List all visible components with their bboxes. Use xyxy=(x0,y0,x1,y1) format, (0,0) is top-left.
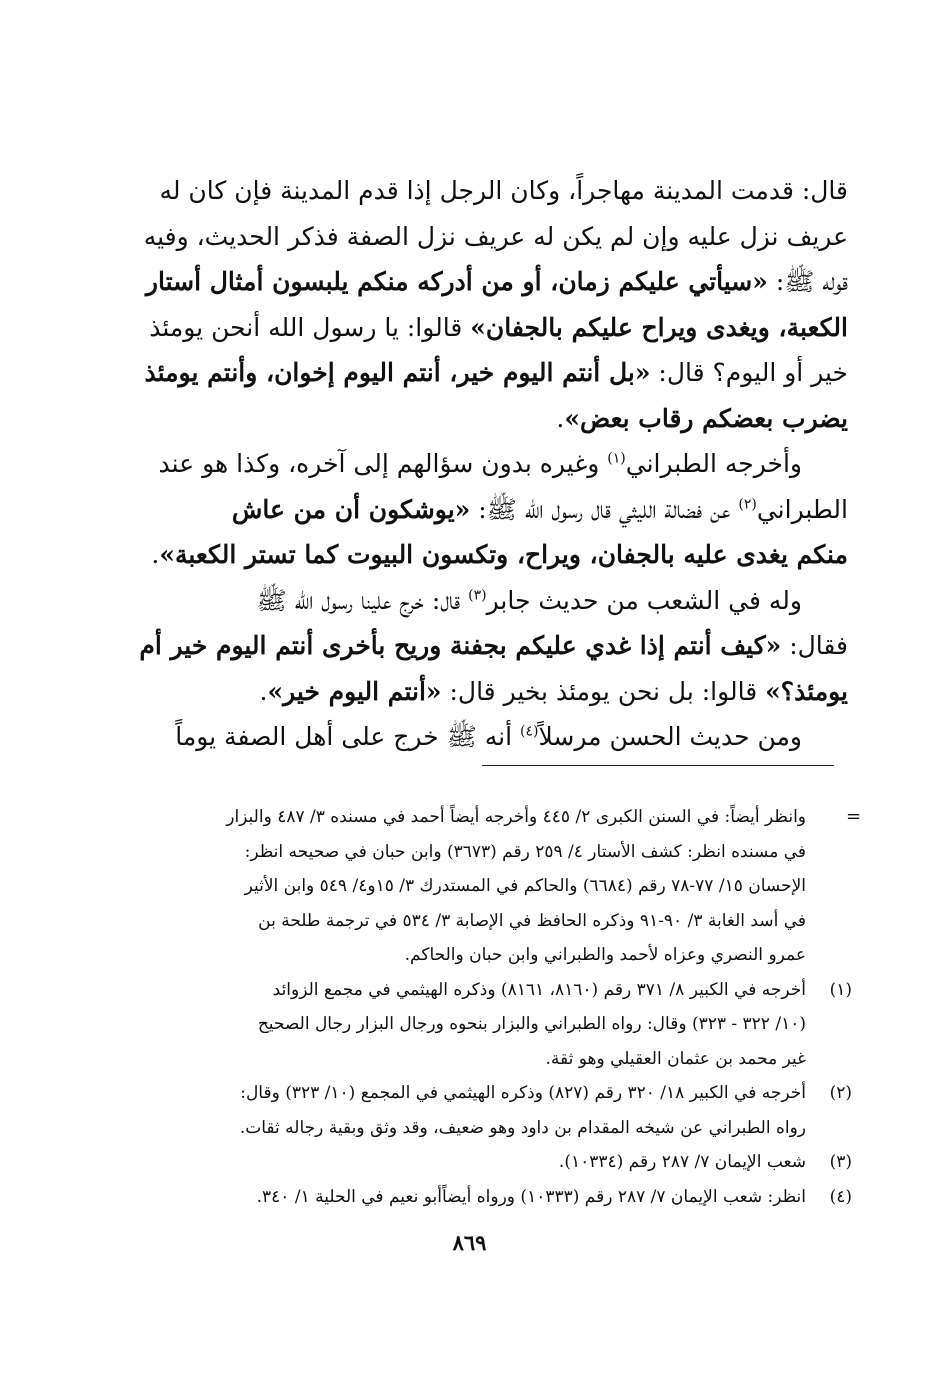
footnote-text: في مسنده انظر: كشف الأستار ٤/ ٢٥٩ رقم (٣٦٧٣) وابن حبان في صحيحه انظر: xyxy=(244,841,806,862)
text-segment: «أنتم اليوم خير» xyxy=(267,676,442,706)
text-segment: أنه ﷺ خرج على أهل الصفة يوماً xyxy=(175,722,521,751)
footnote-number: (٣) xyxy=(829,1152,852,1172)
text-segment: «كيف أنتم إذا غدي عليكم بجفنة وريح بأخرى أنتم اليوم خير أم xyxy=(139,631,782,660)
footnote-line xyxy=(104,800,852,835)
footnote-line xyxy=(104,1076,852,1111)
main-text xyxy=(104,168,848,760)
footnote-continuation-mark: = xyxy=(846,806,862,827)
text-segment: عن فضالة الليثي قال رسول الله ﷺ: xyxy=(470,494,739,524)
footnote-line xyxy=(104,973,852,1008)
body-line xyxy=(104,623,848,669)
footnote-line xyxy=(104,904,852,939)
text-segment: يومئذ؟» xyxy=(765,676,848,706)
text-segment: «بل أنتم اليوم خير، أنتم اليوم إخوان، وأنتم يومئذ xyxy=(144,358,651,387)
footnote-text: أخرجه في الكبير ٨/ ٣٧١ رقم (٨١٦٠، ٨١٦١) وذكره الهيثمي في مجمع الزوائد xyxy=(272,979,806,1000)
text-segment: يضرب بعضكم رقاب بعض» xyxy=(564,403,848,433)
text-segment: الكعبة، ويغدى ويراح عليكم بالجفان» xyxy=(470,312,848,342)
footnote-line xyxy=(104,869,852,904)
footnote-reference: (١) xyxy=(607,450,626,467)
text-segment: قال: خرج علينا رسول الله ﷺ xyxy=(256,585,469,615)
footnote-line xyxy=(104,1007,852,1042)
footnotes xyxy=(104,800,852,1214)
text-segment: . xyxy=(259,676,268,706)
footnote-line xyxy=(104,1180,852,1215)
text-segment: قالوا: يا رسول الله أنحن يومئذ xyxy=(149,312,471,342)
footnote-text: شعب الإيمان ٧/ ٢٨٧ رقم (١٠٣٣٤). xyxy=(558,1152,806,1172)
body-line xyxy=(104,305,848,351)
footnote-text: عمرو النصري وعزاه لأحمد والطبراني وابن حبان والحاكم. xyxy=(404,945,806,965)
footnote-line xyxy=(104,1145,852,1180)
text-segment: قالوا: بل نحن يومئذ بخير قال: xyxy=(441,676,766,706)
text-segment: قال: قدمت المدينة مهاجراً، وكان الرجل إذا قدم المدينة فإن كان له xyxy=(159,176,848,205)
body-line xyxy=(104,259,848,305)
text-segment: «سيأتي عليكم زمان، أو من أدركه منكم يلبسون أمثال أستار xyxy=(145,267,768,296)
text-segment: عريف نزل عليه وإن لم يكن له عريف نزل الصفة فذكر الحديث، وفيه xyxy=(143,221,848,251)
text-segment: منكم يغدى عليه بالجفان، ويراح، وتكسون البيوت كما تستر الكعبة» xyxy=(159,540,848,569)
footnote-line xyxy=(104,1111,852,1146)
footnote-line xyxy=(104,1042,852,1077)
text-segment: . xyxy=(556,403,565,433)
body-line xyxy=(104,669,848,715)
footnote-reference: (٣) xyxy=(468,587,487,604)
text-segment: الطبراني xyxy=(756,494,848,524)
footnote-text: (١٠/ ٣٢٢ - ٣٢٣) وقال: رواه الطبراني والبزار بنحوه ورجال البزار رجال الصحيح xyxy=(257,1014,806,1034)
body-line xyxy=(104,714,848,760)
footnote-reference: (٤) xyxy=(520,723,539,740)
text-segment: خير أو اليوم؟ قال: xyxy=(650,358,848,387)
page-number: ٨٦٩ xyxy=(452,1230,487,1255)
body-line xyxy=(104,578,848,624)
body-line xyxy=(104,396,848,442)
footnote-reference: (٢) xyxy=(738,496,757,513)
body-line xyxy=(104,487,848,533)
body-line xyxy=(104,441,848,487)
footnote-text: الإحسان ١٥/ ٧٧-٧٨ رقم (٦٦٨٤) والحاكم في المستدرك ٣/ ١٥و٤/ ٥٤٩ وابن الأثير xyxy=(244,876,806,896)
footnote-line xyxy=(104,938,852,973)
body-line xyxy=(104,350,848,396)
body-line xyxy=(104,214,848,260)
footnote-text: انظر: شعب الإيمان ٧/ ٢٨٧ رقم (١٠٣٣٣) ورواه أيضاًأبو نعيم في الحلية ١/ ٣٤٠. xyxy=(256,1186,806,1207)
text-segment: . xyxy=(151,540,160,569)
footnote-text: في أسد الغابة ٣/ ٩٠-٩١ وذكره الحافظ في الإصابة ٣/ ٥٣٤ في ترجمة طلحة بن xyxy=(258,910,806,931)
text-segment: وله في الشعب من حديث جابر xyxy=(486,585,802,615)
text-segment: وأخرجه الطبراني xyxy=(625,449,802,478)
footnote-text: أخرجه في الكبير ١٨/ ٣٢٠ رقم (٨٢٧) وذكره الهيثمي في المجمع (١٠/ ٣٢٣) وقال: xyxy=(240,1083,806,1103)
footnote-text: وانظر أيضاً: في السنن الكبرى ٢/ ٤٤٥ وأخرجه أيضاً أحمد في مسنده ٣/ ٤٨٧ والبزار xyxy=(226,807,806,827)
footnote-line xyxy=(104,835,852,870)
text-segment: وغيره بدون سؤالهم إلى آخره، وكذا هو عند xyxy=(158,449,608,478)
footnote-number: (٤) xyxy=(829,1186,852,1207)
footnote-number: (٢) xyxy=(829,1083,852,1103)
text-segment: فقال: xyxy=(781,631,848,660)
body-line xyxy=(104,168,848,214)
footnote-text: غير محمد بن عثمان العقيلي وهو ثقة. xyxy=(545,1048,806,1069)
footnote-divider xyxy=(482,765,834,766)
body-line xyxy=(104,532,848,578)
footnote-number: (١) xyxy=(829,979,852,1000)
footnote-text: رواه الطبراني عن شيخه المقدام بن داود وهو ضعيف، وقد وثق وبقية رجاله ثقات. xyxy=(239,1117,806,1138)
text-segment: «يوشكون أن من عاش xyxy=(231,494,471,524)
text-segment: ومن حديث الحسن مرسلاً xyxy=(538,722,802,751)
text-segment: قوله ﷺ: xyxy=(767,267,848,296)
